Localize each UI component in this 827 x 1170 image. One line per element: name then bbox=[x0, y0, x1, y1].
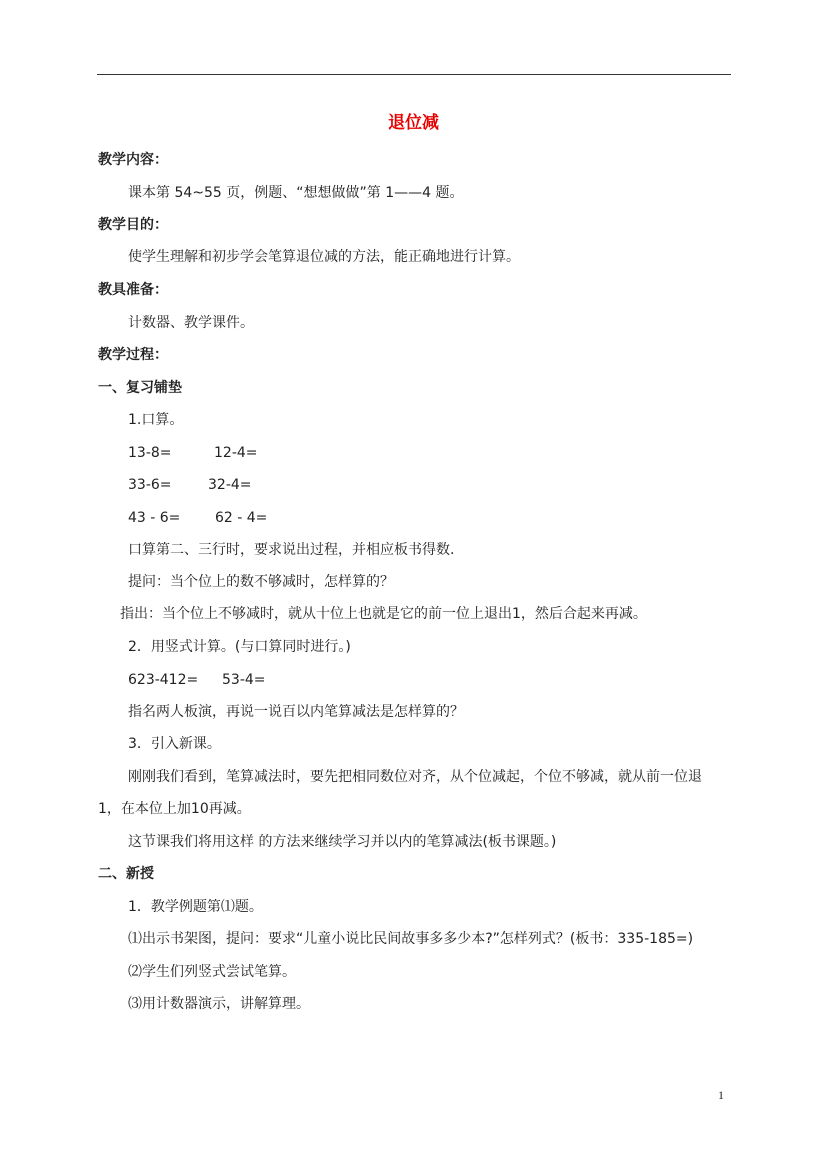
heading-goal: 教学目的： bbox=[98, 217, 168, 233]
part1-p5-line2: 1，在本位上加10再减。 bbox=[98, 801, 251, 817]
page-number: 1 bbox=[718, 1088, 724, 1102]
calc-cell: 62 - 4= bbox=[215, 510, 268, 526]
header-rule bbox=[97, 74, 731, 75]
heading-tools: 教具准备： bbox=[98, 282, 168, 298]
goal-text: 使学生理解和初步学会笔算退位减的方法，能正确地进行计算。 bbox=[128, 249, 520, 265]
part1-p6: 这节课我们将用这样 的方法来继续学习并以内的笔算减法(板书课题。) bbox=[128, 834, 557, 850]
heading-part2: 二、新授 bbox=[98, 866, 154, 882]
page-title: 退位减 bbox=[388, 113, 439, 133]
calc-cell: 43 - 6= bbox=[128, 510, 181, 526]
tools-text: 计数器、教学课件。 bbox=[128, 315, 254, 331]
part1-item1: 1.口算。 bbox=[128, 412, 184, 428]
calc-cell: 33-6= bbox=[128, 477, 172, 493]
part2-item1: 1．教学例题第⑴题。 bbox=[128, 899, 263, 915]
calc-cell: 12-4= bbox=[214, 445, 258, 461]
calc-row-3 bbox=[128, 508, 267, 528]
part1-p2: 提问：当个位上的数不够减时，怎样算的？ bbox=[128, 574, 394, 590]
heading-content: 教学内容： bbox=[98, 152, 168, 168]
heading-part1: 一、复习铺垫 bbox=[98, 380, 182, 396]
part1-p3: 指出：当个位上不够减时，就从十位上也就是它的前一位上退出1，然后合起来再减。 bbox=[120, 606, 647, 622]
calc-row-2 bbox=[128, 475, 252, 495]
calc-cell: 32-4= bbox=[208, 477, 252, 493]
part2-step2: ⑵学生们列竖式尝试笔算。 bbox=[128, 964, 296, 980]
calc-cell: 623-412= bbox=[128, 672, 199, 688]
part1-item2: 2．用竖式计算。(与口算同时进行。) bbox=[128, 639, 351, 655]
part1-p5-line1: 刚刚我们看到，笔算减法时，要先把相同数位对齐，从个位减起，个位不够减，就从前一位退 bbox=[128, 769, 702, 785]
calc-cell: 13-8= bbox=[128, 445, 172, 461]
part2-step3: ⑶用计数器演示，讲解算理。 bbox=[128, 996, 310, 1012]
calc-row-1 bbox=[128, 443, 258, 463]
calc-cell: 53-4= bbox=[222, 672, 266, 688]
heading-process: 教学过程： bbox=[98, 347, 168, 363]
part1-p4: 指名两人板演，再说一说百以内笔算减法是怎样算的？ bbox=[128, 704, 464, 720]
content-text: 课本第 54~55 页，例题、“想想做做”第 1——4 题。 bbox=[128, 185, 464, 201]
part1-p1: 口算第二、三行时，要求说出过程，并相应板书得数. bbox=[128, 542, 455, 558]
part2-step1: ⑴出示书架图，提问：要求“儿童小说比民间故事多多少本?”怎样列式？(板书：335-185=) bbox=[128, 931, 694, 947]
calc2-row bbox=[128, 670, 266, 690]
part1-item3: 3．引入新课。 bbox=[128, 736, 221, 752]
